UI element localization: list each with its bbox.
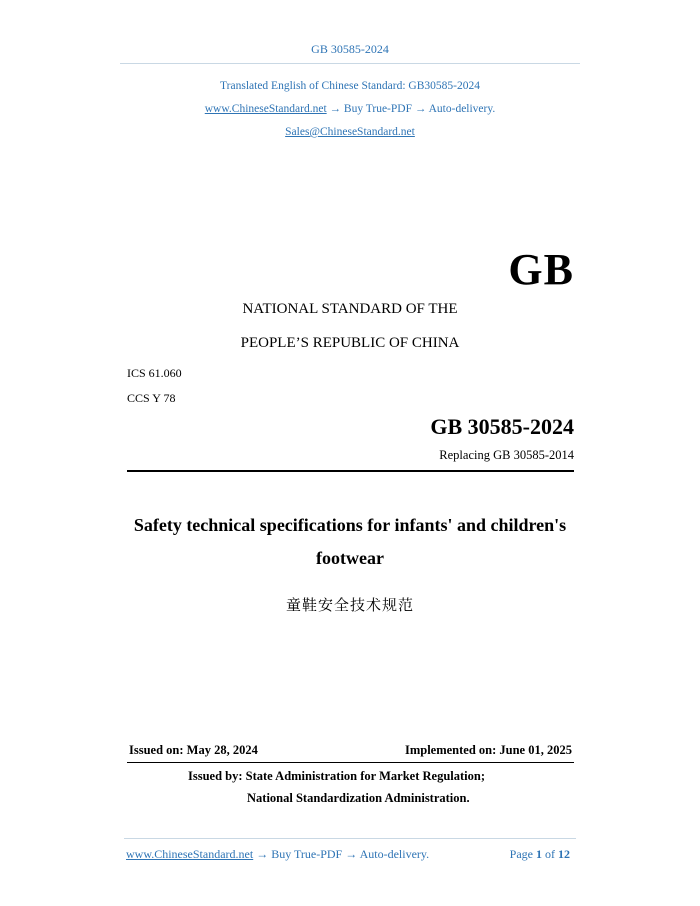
sales-email-link[interactable]: Sales@ChineseStandard.net bbox=[285, 126, 415, 138]
buy-true-pdf-text: Buy True-PDF bbox=[343, 103, 412, 115]
national-standard-line-1: NATIONAL STANDARD OF THE bbox=[242, 301, 458, 317]
footer-website-link[interactable]: www.ChineseStandard.net bbox=[126, 847, 254, 861]
ccs-code: CCS Y 78 bbox=[127, 391, 176, 405]
translation-note: Translated English of Chinese Standard: GB30585-2024 bbox=[220, 80, 480, 92]
issue-divider bbox=[127, 762, 574, 763]
purchase-line bbox=[0, 103, 700, 115]
footer-divider bbox=[124, 838, 576, 839]
arrow-right-icon: → bbox=[256, 847, 269, 861]
issued-by-line-2: National Standardization Administration. bbox=[247, 791, 470, 805]
document-title-en-line-1: Safety technical specifications for infants' and children's bbox=[133, 515, 567, 535]
arrow-right-icon: → bbox=[329, 103, 342, 115]
document-title-en bbox=[100, 509, 600, 575]
document-title-en-line-2: footwear bbox=[316, 548, 384, 568]
issued-on-date: Issued on: May 28, 2024 bbox=[129, 743, 258, 757]
email-line bbox=[0, 126, 700, 138]
header-divider bbox=[120, 63, 580, 64]
issued-by-line-1: Issued by: State Administration for Market Regulation; bbox=[188, 769, 485, 783]
ics-code: ICS 61.060 bbox=[127, 366, 182, 380]
title-divider bbox=[127, 470, 574, 472]
national-standard-line-2: PEOPLE’S REPUBLIC OF CHINA bbox=[240, 335, 460, 351]
page-current: 1 bbox=[536, 847, 542, 861]
page-indicator bbox=[510, 847, 570, 862]
replacing-note: Replacing GB 30585-2014 bbox=[439, 448, 574, 462]
arrow-right-icon: → bbox=[414, 103, 427, 115]
gb-logo: GB bbox=[508, 245, 574, 294]
page-of-label: of bbox=[545, 847, 555, 861]
implemented-on-date: Implemented on: June 01, 2025 bbox=[404, 743, 572, 757]
arrow-right-icon: → bbox=[345, 847, 358, 861]
running-header-title: GB 30585-2024 bbox=[311, 42, 389, 56]
footer-delivery-text: Auto-delivery. bbox=[359, 847, 430, 861]
page-total: 12 bbox=[558, 847, 570, 861]
page-label: Page bbox=[509, 847, 533, 861]
website-link[interactable]: www.ChineseStandard.net bbox=[204, 103, 327, 115]
document-title-cn: 童鞋安全技术规范 bbox=[285, 596, 414, 614]
footer-purchase-line bbox=[126, 847, 429, 862]
auto-delivery-text: Auto-delivery. bbox=[428, 103, 496, 115]
footer-buy-text: Buy True-PDF bbox=[271, 847, 343, 861]
standard-number: GB 30585-2024 bbox=[430, 414, 574, 439]
